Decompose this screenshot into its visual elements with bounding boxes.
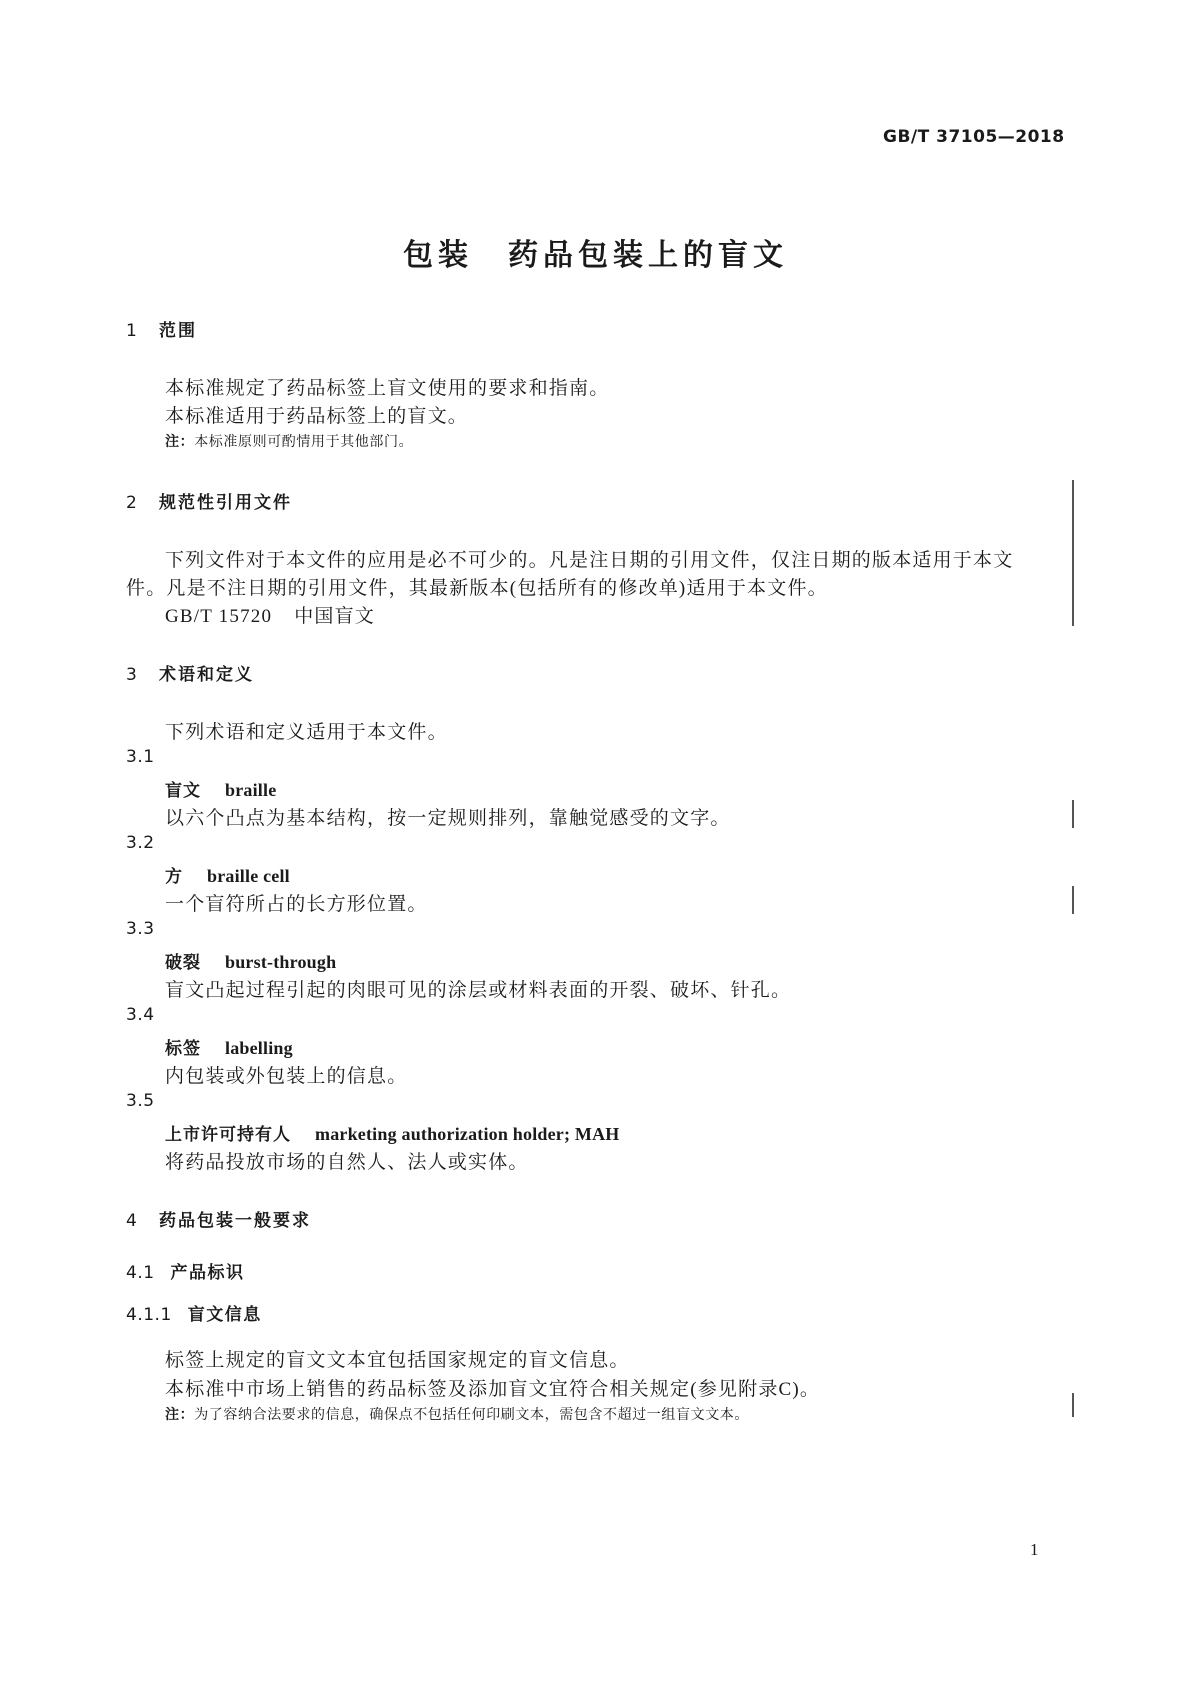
- section-2-paragraph-line-2: 件。凡是不注日期的引用文件，其最新版本(包括所有的修改单)适用于本文件。: [126, 578, 828, 599]
- section-4-paragraph-2: 本标准中市场上销售的药品标签及添加盲文宜符合相关规定(参见附录C)。: [165, 1379, 821, 1400]
- section-title: 规范性引用文件: [159, 493, 292, 513]
- subsection-title: 盲文信息: [187, 1305, 262, 1325]
- section-number: 4: [126, 1211, 137, 1231]
- term-definition: 内包装或外包装上的信息。: [165, 1066, 408, 1087]
- term-number: 3.5: [126, 1091, 155, 1111]
- section-1-paragraph-1: 本标准规定了药品标签上盲文使用的要求和指南。: [165, 378, 610, 399]
- note-label: 注：: [165, 434, 195, 450]
- term-zh: 破裂: [165, 953, 201, 973]
- term-definition: 以六个凸点为基本结构，按一定规则排列，靠触觉感受的文字。: [165, 808, 731, 829]
- term-en: marketing authorization holder; MAH: [315, 1124, 620, 1144]
- section-number: 1: [126, 321, 137, 341]
- document-title: 包装 药品包装上的盲文: [403, 238, 788, 273]
- section-number: 2: [126, 493, 137, 513]
- term-number: 3.4: [126, 1005, 155, 1025]
- section-4-heading: [126, 1206, 311, 1231]
- term-heading: [165, 948, 336, 973]
- section-number: 3: [126, 665, 137, 685]
- term-heading: [165, 776, 276, 801]
- standard-code: GB/T 37105—2018: [883, 127, 1065, 147]
- page-number: 1: [1030, 1540, 1039, 1559]
- term-en: burst-through: [225, 952, 337, 972]
- note-label: 注：: [165, 1407, 195, 1423]
- revision-bar: [1072, 800, 1074, 828]
- revision-bar: [1072, 886, 1074, 914]
- section-4-note: [165, 1404, 749, 1424]
- reference-title: 中国盲文: [294, 606, 375, 627]
- term-en: braille: [225, 780, 277, 800]
- revision-bar: [1072, 480, 1074, 626]
- term-heading: [165, 1034, 293, 1059]
- term-zh: 方: [165, 867, 183, 887]
- section-1-paragraph-2: 本标准适用于药品标签上的盲文。: [165, 406, 469, 427]
- term-number: 3.2: [126, 833, 155, 853]
- term-zh: 上市许可持有人: [165, 1125, 291, 1145]
- term-number: 3.1: [126, 747, 155, 767]
- note-text: 为了容纳合法要求的信息，确保点不包括任何印刷文本，需包含不超过一组盲文文本。: [194, 1408, 750, 1423]
- note-text: 本标准原则可酌情用于其他部门。: [194, 435, 414, 450]
- term-zh: 标签: [165, 1039, 201, 1059]
- term-heading: [165, 862, 290, 887]
- revision-bar: [1072, 1393, 1074, 1417]
- section-1-note: [165, 431, 413, 451]
- term-definition: 将药品投放市场的自然人、法人或实体。: [165, 1152, 529, 1173]
- section-2-paragraph-line-1: 下列文件对于本文件的应用是必不可少的。凡是注日期的引用文件，仅注日期的版本适用于本文: [165, 550, 1014, 571]
- section-1-heading: [126, 316, 197, 341]
- term-definition: 一个盲符所占的长方形位置。: [165, 894, 428, 915]
- term-en: labelling: [225, 1038, 293, 1058]
- section-title: 药品包装一般要求: [159, 1211, 311, 1231]
- subsection-title: 产品标识: [170, 1263, 245, 1283]
- section-3-heading: [126, 660, 254, 685]
- term-en: braille cell: [207, 866, 290, 886]
- section-3-intro: 下列术语和定义适用于本文件。: [165, 722, 448, 743]
- subsection-4-1-heading: [126, 1258, 245, 1283]
- subsection-number: 4.1.1: [126, 1305, 172, 1325]
- section-4-paragraph-1: 标签上规定的盲文文本宜包括国家规定的盲文信息。: [165, 1350, 630, 1371]
- normative-reference: [165, 601, 375, 628]
- subsection-number: 4.1: [126, 1263, 155, 1283]
- term-heading: [165, 1120, 619, 1145]
- term-number: 3.3: [126, 919, 155, 939]
- section-title: 术语和定义: [159, 665, 254, 685]
- section-title: 范围: [159, 321, 197, 341]
- term-definition: 盲文凸起过程引起的肉眼可见的涂层或材料表面的开裂、破坏、针孔。: [165, 980, 792, 1001]
- reference-code: GB/T 15720: [165, 606, 273, 627]
- term-zh: 盲文: [165, 781, 201, 801]
- section-2-heading: [126, 488, 292, 513]
- subsection-4-1-1-heading: [126, 1300, 262, 1325]
